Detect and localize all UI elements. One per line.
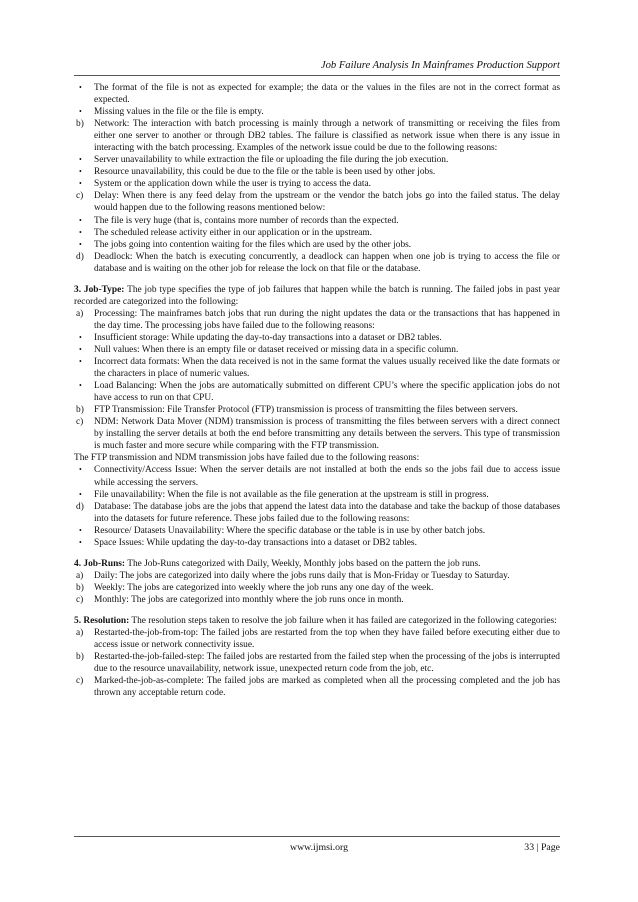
bullet-list-item (74, 154, 560, 166)
bullet-list-item (74, 106, 560, 118)
bullet-marker: • (79, 344, 82, 354)
lettered-list-item (74, 570, 560, 582)
list-letter-marker: a) (76, 628, 84, 639)
bullet-marker: • (79, 215, 82, 225)
bullet-list-item (74, 489, 560, 501)
section-heading: 5. Resolution: (74, 615, 130, 626)
list-item-text: The file is very huge (that is, contains more number of records than the expected. (94, 215, 399, 226)
bullet-list-item (74, 227, 560, 239)
list-item-text: The format of the file is not as expected for example; the data or the values in the files are not in the correct format as expected. (94, 83, 560, 106)
bullet-list-item (74, 215, 560, 227)
list-item-text: Monthly: The jobs are categorized into monthly where the job runs once in month. (94, 594, 404, 605)
lettered-list-item (74, 582, 560, 594)
list-item-text: Space Issues: While updating the day-to-day transactions into a dataset or DB2 tables. (94, 537, 417, 548)
list-item-text: The jobs going into contention waiting for the files which are used by the other jobs. (94, 239, 412, 250)
list-letter-marker: c) (76, 594, 84, 605)
bullet-list-item (74, 537, 560, 549)
list-item-text: Missing values in the file or the file is empty. (94, 107, 264, 118)
list-item-text: Resource unavailability, this could be due to the file or the table is been used by other jobs. (94, 167, 436, 178)
list-item-text: Server unavailability to while extraction the file or uploading the file during the job execution. (94, 155, 449, 166)
bullet-marker: • (79, 227, 82, 237)
bullet-list-item (74, 464, 560, 488)
list-item-text: Network: The interaction with batch processing is mainly through a network of transmitting or receiving the files from either one server to another or through DB2 tables. The failure is classified as network issue when there is any issue in interacting with the batch processing. Examples of the network issue could be due to the following reasons: (94, 119, 560, 154)
list-item-text: Incorrect data formats: When the data received is not in the same format the values usually received like the date formats or the characters in place of numeric values. (94, 357, 560, 380)
bullet-marker: • (79, 107, 82, 117)
bullet-marker: • (79, 537, 82, 547)
page-number: 33 | Page (524, 842, 560, 853)
article-body (74, 82, 560, 699)
list-item-text: Weekly: The jobs are categorized into weekly where the job runs any one day of the week. (94, 582, 434, 593)
bullet-marker: • (79, 239, 82, 249)
bullet-list-item (74, 380, 560, 404)
bullet-marker: • (79, 155, 82, 165)
section-spacer (74, 275, 560, 284)
bullet-list-item (74, 82, 560, 106)
list-item-text: The scheduled release activity either in our application or in the upstream. (94, 227, 373, 238)
bullet-list-item (74, 178, 560, 190)
list-item-text: Resource/ Datasets Unavailability: Where the specific database or the table is in use by other batch jobs. (94, 525, 486, 536)
bullet-list-item (74, 239, 560, 251)
bullet-marker: • (79, 525, 82, 535)
list-letter-marker: b) (76, 652, 84, 663)
section-spacer (74, 606, 560, 615)
lettered-list-item (74, 404, 560, 416)
bullet-list-item (74, 166, 560, 178)
section-paragraph (74, 615, 560, 627)
list-item-text: Database: The database jobs are the jobs that append the latest data into the database and take the backup of those databases into the datasets for future reference. These jobs failed due to the following reasons: (94, 501, 560, 524)
bullet-marker: • (79, 83, 82, 92)
list-item-text: Connectivity/Access Issue: When the server details are not installed at both the ends so the jobs fail due to access issue while accessing the servers. (94, 465, 560, 488)
section-spacer (74, 549, 560, 558)
lettered-list-item (74, 416, 560, 452)
section-intro-text: The Job-Runs categorized with Daily, Weekly, Monthly jobs based on the pattern the job runs. (125, 558, 481, 569)
section-heading: 3. Job-Type: (74, 284, 125, 295)
list-letter-marker: c) (76, 676, 84, 687)
list-item-text: Restarted-the-job-from-top: The failed jobs are restarted from the top when they have failed before executing either due to access issue or network connectivity issue. (94, 628, 560, 651)
bullet-marker: • (79, 381, 82, 391)
list-item-text: Deadlock: When the batch is executing concurrently, a deadlock can happen when one job is trying to access the file or database and is waiting on the other job for release the lock on that file or the database. (94, 251, 560, 274)
lettered-list-item (74, 118, 560, 154)
list-letter-marker: d) (76, 501, 84, 512)
footer-divider (74, 836, 560, 837)
body-paragraph: The FTP transmission and NDM transmission jobs have failed due to the following reasons: (74, 453, 420, 464)
footer-url: www.ijmsi.org (290, 842, 348, 853)
list-letter-marker: b) (76, 119, 84, 130)
list-letter-marker: a) (76, 570, 84, 581)
bullet-marker: • (79, 489, 82, 499)
lettered-list-item (74, 651, 560, 675)
section-intro-text: The resolution steps taken to resolve the job failure when it has failed are categorized in the following categories: (129, 615, 557, 626)
lettered-list-item (74, 627, 560, 651)
lettered-list-item (74, 675, 560, 699)
list-letter-marker: b) (76, 582, 84, 593)
section-heading: 4. Job-Runs: (74, 558, 126, 569)
lettered-list-item (74, 501, 560, 525)
list-letter-marker: c) (76, 417, 84, 428)
list-letter-marker: d) (76, 251, 84, 262)
bullet-list-item (74, 356, 560, 380)
bullet-list-item (74, 525, 560, 537)
list-item-text: FTP Transmission: File Transfer Protocol (FTP) transmission is process of transmitting the files between servers. (94, 405, 518, 416)
bullet-list-item (74, 344, 560, 356)
list-item-text: Delay: When there is any feed delay from the upstream or the vendor the batch jobs go into the failed status. The delay would happen due to the following reasons mentioned below: (94, 191, 560, 214)
bullet-marker: • (79, 332, 82, 342)
list-item-text: Restarted-the-job-failed-step: The failed jobs are restarted from the failed step when the processing of the jobs is interrupted due to the resource unavailability, network issue, unexpected return code from the job, etc. (94, 652, 560, 675)
list-letter-marker: b) (76, 405, 84, 416)
running-header: Job Failure Analysis In Mainframes Production Support (320, 60, 560, 71)
lettered-list-item (74, 594, 560, 606)
bullet-marker: • (79, 465, 82, 475)
list-item-text: Marked-the-job-as-complete: The failed jobs are marked as completed when all the processing completed and the job has thrown any acceptable return code. (94, 676, 560, 699)
list-item-text: Load Balancing: When the jobs are automatically submitted on different CPU’s where the specific application jobs do not have access to run on that CPU. (94, 381, 560, 404)
lettered-list-item (74, 308, 560, 332)
list-item-text: Insufficient storage: While updating the day-to-day transactions into a dataset or DB2 tables. (94, 332, 442, 343)
bullet-marker: • (79, 357, 82, 367)
section-intro-text: The job type specifies the type of job failures that happen while the batch is running. The failed jobs in past year recorded are categorized into the following: (74, 284, 560, 307)
section-paragraph (74, 558, 560, 570)
list-letter-marker: a) (76, 308, 84, 319)
list-item-text: File unavailability: When the file is not available as the file generation at the upstream is still in progress. (94, 489, 489, 500)
bullet-marker: • (79, 179, 82, 189)
lettered-list-item (74, 190, 560, 214)
header-divider (74, 75, 560, 76)
list-item-text: Processing: The mainframes batch jobs that run during the night updates the data or the transactions that has happened in the day time. The processing jobs have failed due to the following reasons: (94, 308, 560, 331)
lettered-list-item (74, 251, 560, 275)
list-item-text: System or the application down while the user is trying to access the data. (94, 179, 372, 190)
bullet-list-item (74, 332, 560, 344)
list-item-text: NDM: Network Data Mover (NDM) transmission is process of transmitting the files between servers with a direct connect by installing the server details at both the end before transmitting any details between the servers. This type of transmission is much faster and more secure while comparing with the FTP transmission. (94, 417, 560, 452)
list-letter-marker: c) (76, 191, 84, 202)
section-paragraph (74, 284, 560, 308)
bullet-marker: • (79, 167, 82, 177)
list-item-text: Null values: When there is an empty file or dataset received or missing data in a specific column. (94, 344, 459, 355)
list-item-text: Daily: The jobs are categorized into daily where the jobs runs daily that is Mon-Friday or Tuesday to Saturday. (94, 570, 510, 581)
